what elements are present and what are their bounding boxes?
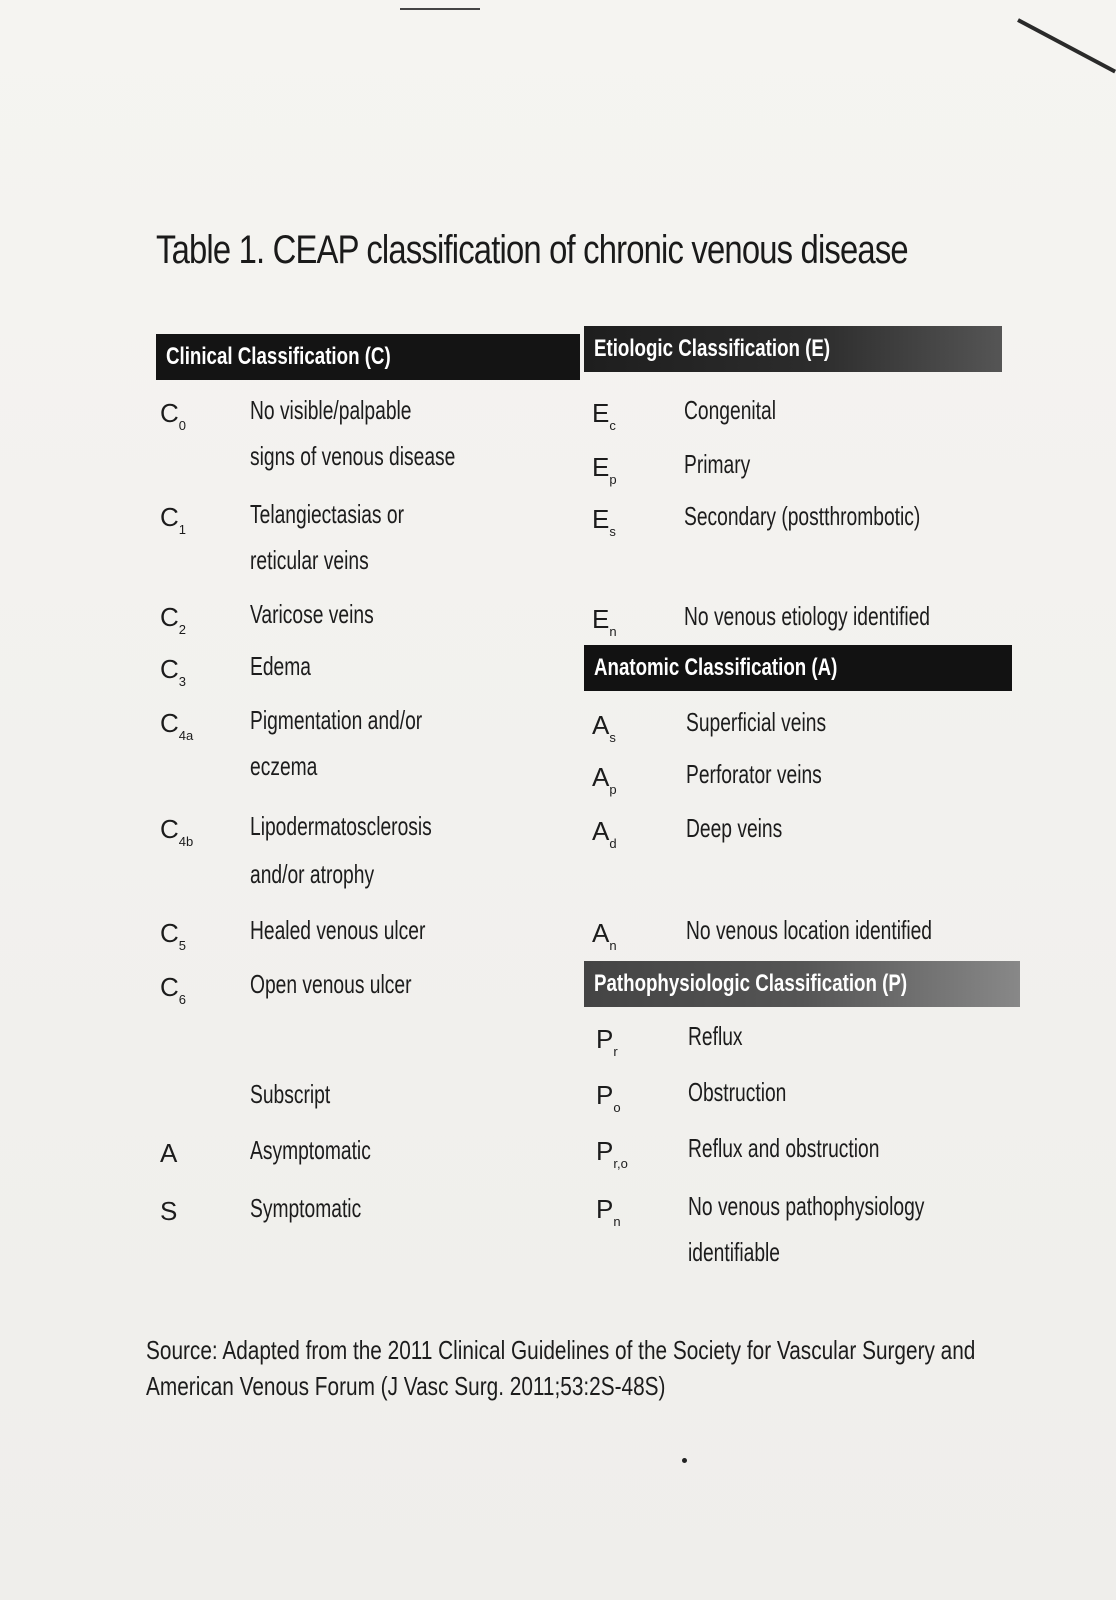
clinical-desc: No visible/palpable (250, 395, 412, 425)
etiologic-desc: Primary (684, 449, 751, 479)
anatomic-desc: Perforator veins (686, 759, 822, 789)
header-anatomic: Anatomic Classification (A) (584, 645, 1012, 691)
patho-code: $P_{r,o}$ (596, 1136, 628, 1171)
clinical-desc-cont: reticular veins (250, 545, 369, 575)
clinical-desc: Healed venous ulcer (250, 915, 426, 945)
header-etiologic: Etiologic Classification (E) (584, 326, 1002, 372)
source-line: Source: Adapted from the 2011 Clinical Guidelines of the Society for Vascular Surgery and (146, 1335, 976, 1365)
clinical-desc-cont: eczema (250, 751, 318, 781)
clinical-desc: Open venous ulcer (250, 969, 412, 999)
clinical-desc-cont: signs of venous disease (250, 441, 456, 471)
etiologic-code: $E_c$ (592, 398, 616, 433)
clinical-desc-cont: and/or atrophy (250, 859, 375, 889)
clinical-code: $C_6$ (160, 972, 187, 1007)
clinical-desc: Pigmentation and/or (250, 705, 423, 735)
subscript-label: Subscript (250, 1079, 331, 1109)
patho-desc: Reflux and obstruction (688, 1133, 880, 1163)
anatomic-code: $A_s$ (592, 710, 616, 745)
subscript-code: S (160, 1196, 178, 1226)
subscript-code: A (160, 1138, 178, 1168)
clinical-code: $C_{4a}$ (160, 708, 194, 743)
etiologic-desc: Congenital (684, 395, 776, 425)
subscript-desc: Asymptomatic (250, 1135, 371, 1165)
clinical-code: $C_0$ (160, 398, 187, 433)
subscript-desc: Symptomatic (250, 1193, 362, 1223)
anatomic-desc: Deep veins (686, 813, 783, 843)
clinical-desc: Lipodermatosclerosis (250, 811, 432, 841)
clinical-code: $C_5$ (160, 918, 187, 953)
clinical-code: $C_1$ (160, 502, 187, 537)
header-clinical: Clinical Classification (C) (156, 334, 580, 380)
etiologic-code: $E_n$ (592, 604, 617, 639)
clinical-desc: Varicose veins (250, 599, 374, 629)
scan-artifact (400, 8, 480, 10)
patho-desc: Obstruction (688, 1077, 787, 1107)
etiologic-desc: Secondary (postthrombotic) (684, 501, 921, 531)
patho-desc-cont: identifiable (688, 1237, 780, 1267)
patho-code: $P_n$ (596, 1194, 621, 1229)
ink-dot (682, 1458, 687, 1463)
source-note (146, 1332, 976, 1404)
source-line: American Venous Forum (J Vasc Surg. 2011;53:2S-48S) (146, 1371, 666, 1401)
patho-code: $P_o$ (596, 1080, 621, 1115)
anatomic-code: $A_p$ (592, 762, 617, 797)
patho-code: $P_r$ (596, 1024, 618, 1059)
patho-desc: Reflux (688, 1021, 743, 1051)
patho-desc: No venous pathophysiology (688, 1191, 925, 1221)
table-title: Table 1. CEAP classification of chronic venous disease (156, 228, 908, 272)
clinical-code: $C_{4b}$ (160, 814, 194, 849)
clinical-code: $C_3$ (160, 654, 187, 689)
header-pathophysiologic: Pathophysiologic Classification (P) (584, 961, 1020, 1007)
anatomic-code: $A_n$ (592, 918, 617, 953)
etiologic-desc: No venous etiology identified (684, 601, 931, 631)
pen-stroke-mark (1017, 18, 1116, 73)
anatomic-desc: No venous location identified (686, 915, 933, 945)
clinical-desc: Telangiectasias or (250, 499, 405, 529)
etiologic-code: $E_s$ (592, 504, 616, 539)
clinical-code: $C_2$ (160, 602, 187, 637)
anatomic-desc: Superficial veins (686, 707, 827, 737)
etiologic-code: $E_p$ (592, 452, 617, 487)
clinical-desc: Edema (250, 651, 311, 681)
anatomic-code: $A_d$ (592, 816, 617, 851)
